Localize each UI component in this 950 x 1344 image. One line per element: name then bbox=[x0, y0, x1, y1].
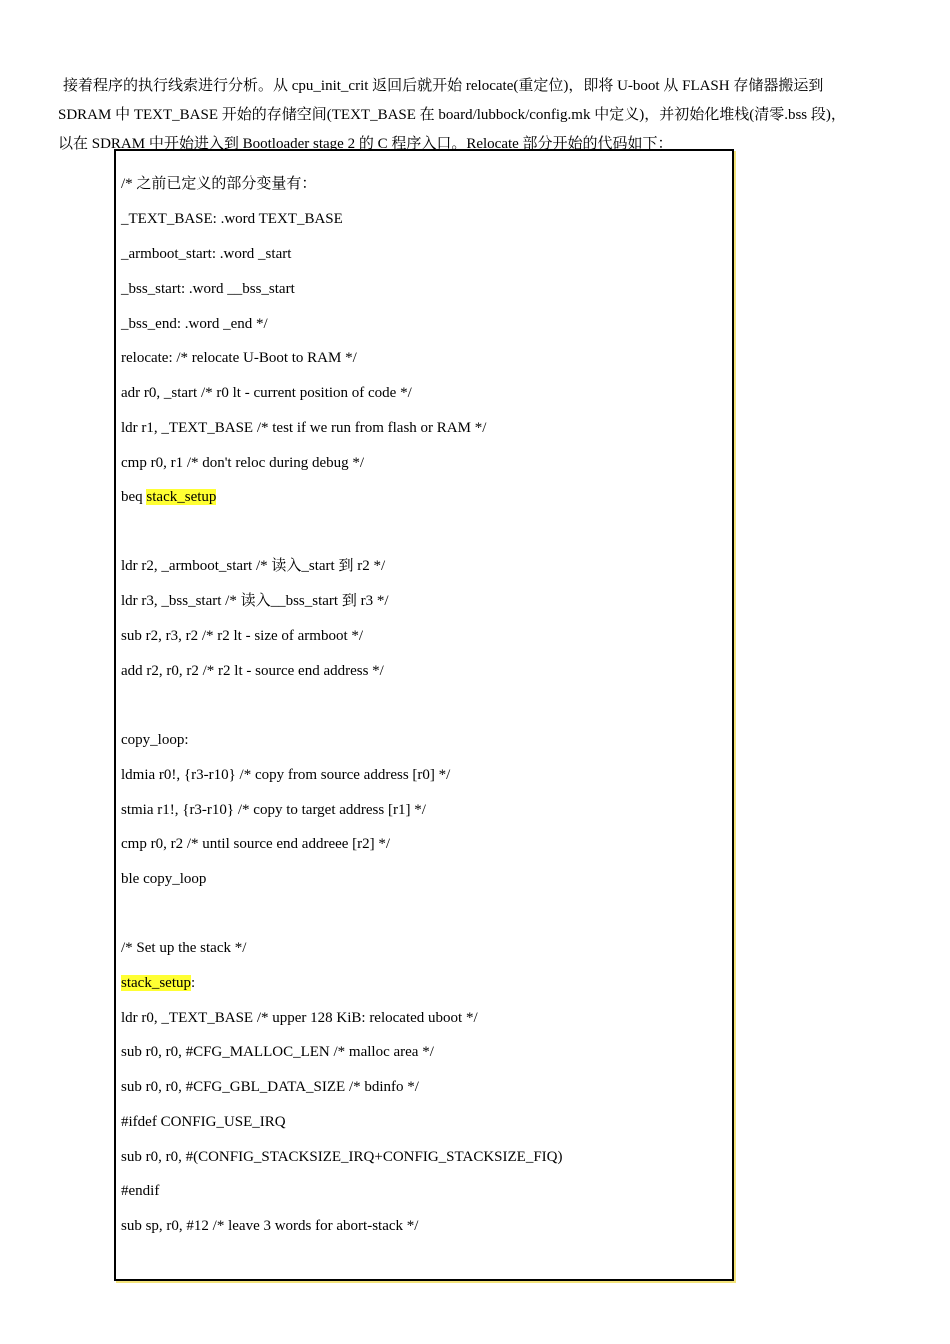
code-listing-box bbox=[114, 149, 734, 1281]
code-line-beq bbox=[121, 487, 216, 507]
code-line: ldr r3, _bss_start /* 读入__bss_start 到 r3 */ bbox=[121, 593, 389, 609]
code-line: sub r0, r0, #CFG_MALLOC_LEN /* malloc area */ bbox=[121, 1044, 434, 1060]
highlighted-label: stack_setup bbox=[121, 975, 191, 991]
code-line: relocate: /* relocate U-Boot to RAM */ bbox=[121, 350, 357, 366]
code-line-stack-setup-label bbox=[121, 973, 195, 993]
code-line: _TEXT_BASE: .word TEXT_BASE bbox=[121, 211, 343, 227]
code-line: cmp r0, r1 /* don't reloc during debug */ bbox=[121, 455, 365, 471]
code-line: ldr r2, _armboot_start /* 读入_start 到 r2 */ bbox=[121, 558, 386, 574]
code-line: ldr r1, _TEXT_BASE /* test if we run from flash or RAM */ bbox=[121, 420, 487, 436]
code-line: /* Set up the stack */ bbox=[121, 940, 247, 956]
intro-line: 以在 SDRAM 中开始进入到 Bootloader stage 2 的 C 程序入口。Relocate 部分开始的代码如下： bbox=[58, 136, 673, 152]
code-line: adr r0, _start /* r0 lt - current position of code */ bbox=[121, 385, 412, 401]
intro-paragraph bbox=[58, 72, 918, 159]
code-line: stmia r1!, {r3-r10} /* copy to target address [r1] */ bbox=[121, 802, 426, 818]
code-line: _armboot_start: .word _start bbox=[121, 246, 292, 262]
code-line: /* 之前已定义的部分变量有： bbox=[121, 176, 317, 192]
intro-line: SDRAM 中 TEXT_BASE 开始的存储空间(TEXT_BASE 在 board/lubbock/config.mk 中定义)，并初始化堆栈(清零.bss 段)， bbox=[58, 107, 846, 123]
code-line: sub sp, r0, #12 /* leave 3 words for abort-stack */ bbox=[121, 1218, 419, 1234]
code-text: : bbox=[190, 975, 196, 991]
code-line: copy_loop: bbox=[121, 732, 189, 748]
code-line: cmp r0, r2 /* until source end addreee [r2] */ bbox=[121, 836, 391, 852]
code-line: ble copy_loop bbox=[121, 871, 207, 887]
code-line: _bss_start: .word __bss_start bbox=[121, 281, 295, 297]
code-line: sub r0, r0, #(CONFIG_STACKSIZE_IRQ+CONFIG_STACKSIZE_FIQ) bbox=[121, 1149, 563, 1165]
code-line: ldmia r0!, {r3-r10} /* copy from source address [r0] */ bbox=[121, 767, 451, 783]
code-line: sub r2, r3, r2 /* r2 lt - size of armboot */ bbox=[121, 628, 364, 644]
code-line: _bss_end: .word _end */ bbox=[121, 316, 268, 332]
code-line: sub r0, r0, #CFG_GBL_DATA_SIZE /* bdinfo */ bbox=[121, 1079, 419, 1095]
code-line: add r2, r0, r2 /* r2 lt - source end address */ bbox=[121, 663, 384, 679]
code-line: #endif bbox=[121, 1183, 160, 1199]
highlighted-label: stack_setup bbox=[146, 489, 217, 505]
intro-line: 接着程序的执行线索进行分析。从 cpu_init_crit 返回后就开始 relocate(重定位)，即将 U-boot 从 FLASH 存储器搬运到 bbox=[63, 78, 824, 94]
code-text: beq bbox=[121, 489, 147, 505]
code-line: #ifdef CONFIG_USE_IRQ bbox=[121, 1114, 286, 1130]
code-line: ldr r0, _TEXT_BASE /* upper 128 KiB: relocated uboot */ bbox=[121, 1010, 478, 1026]
